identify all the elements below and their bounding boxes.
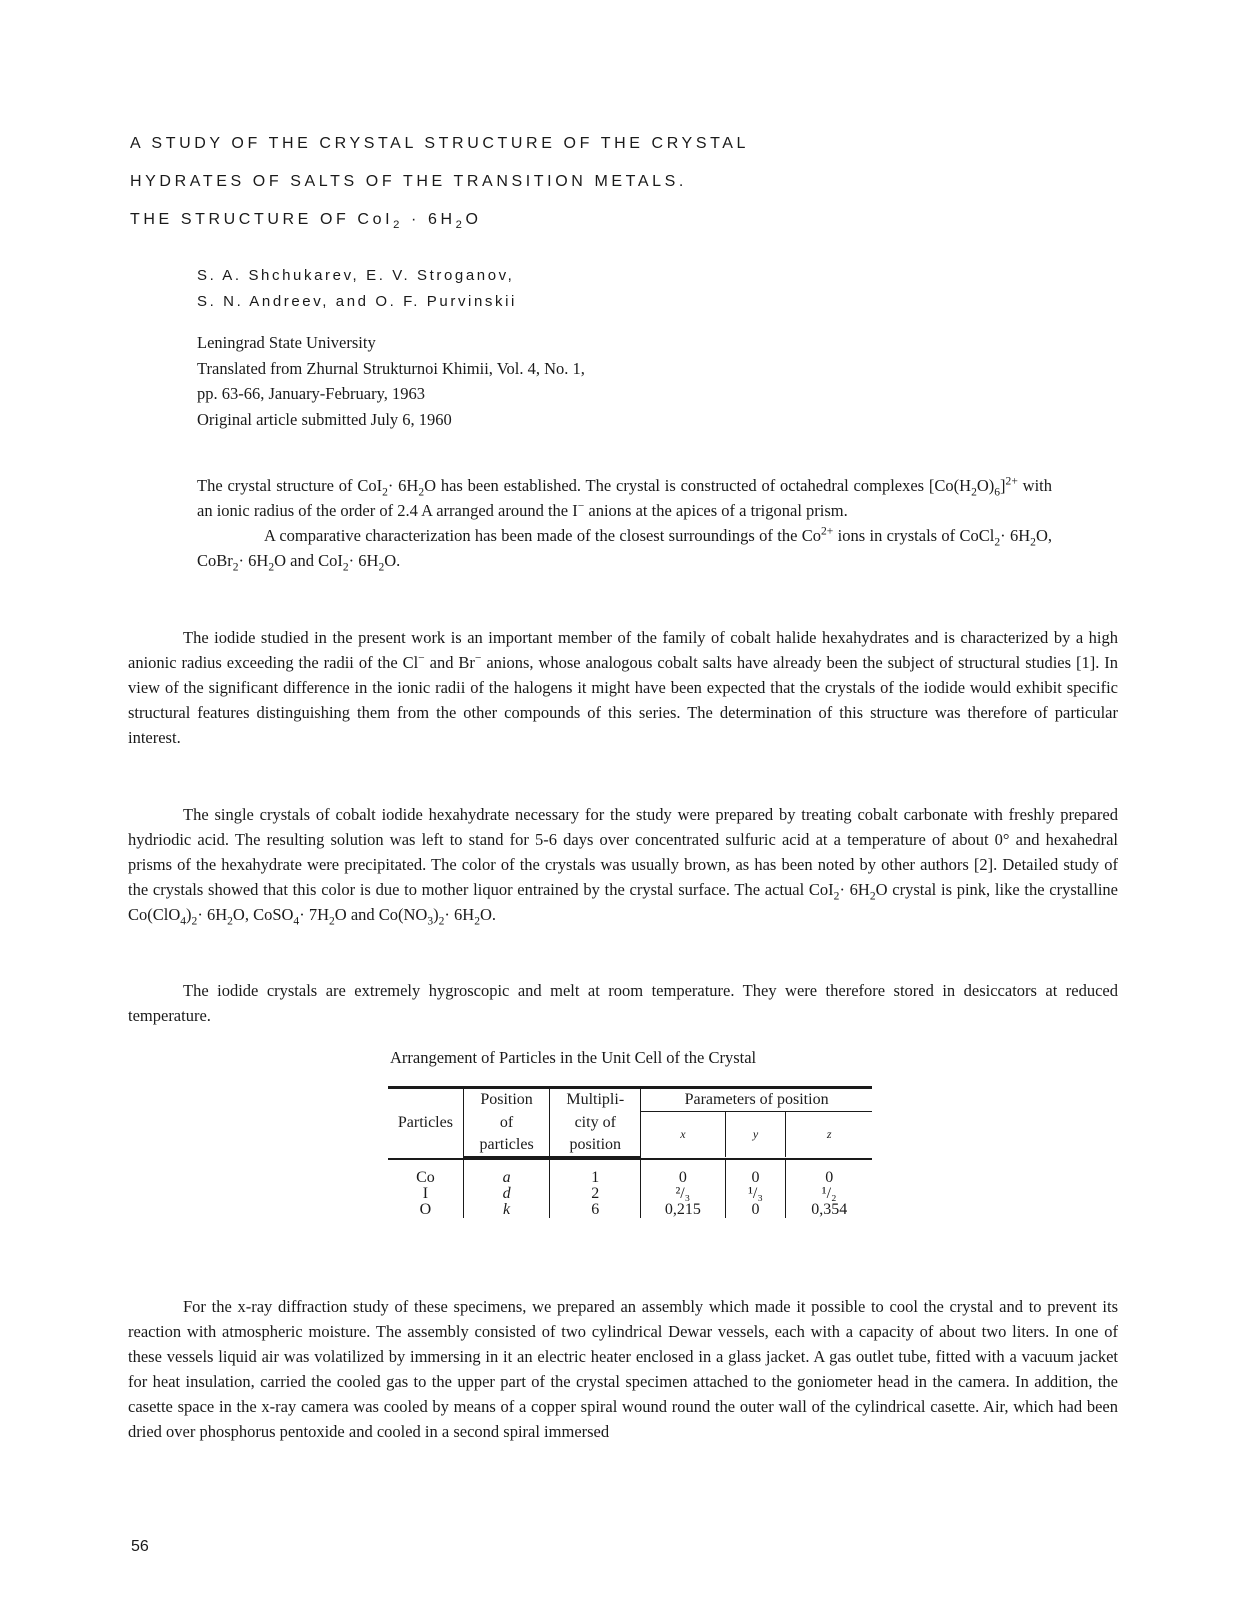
body-paragraph-2: The single crystals of cobalt iodide hexahydrate necessary for the study were prepared by treating cobalt carbonate with freshly prepared hydriodic acid. The resulting solution was left to stand for 5-6 days over concentrated sulfuric acid at a temperature of about 0° and hexahedral prisms of the hexahydrate were precipitated. The color of the crystals was usually brown, as has been noted by other authors [2]. Detailed study of the crystals showed that this color is due to mother liquor entrained by the crystal surface. The actual $CoI_2\cdot 6H_2O$ crystal is pink, like the crystalline $Co(ClO_4)_2\cdot 6H_2O$, CoSO$_4$· $7H_2O$ and $Co(NO_3)_2\cdot 6H_2O$. <box>128 805 1118 928</box>
body-paragraph-1: The iodide studied in the present work is an important member of the family of cobalt halide hexahydrates and is characterized by a high anionic radius exceeding the radii of the Cl− and Br− anions, whose analogous cobalt salts have already been the subject of structural studies [1]. In view of the significant difference in the ionic radii of the halogens it might have been expected that the crystals of the iodide would exhibit specific structural features distinguishing them from the other compounds of this series. The determination of this structure was therefore of particular interest. <box>128 628 1118 747</box>
table-row: O k 6 0,215 0 0,354 <box>388 1202 872 1218</box>
abstract <box>197 473 1052 573</box>
authors-line-1: S. A. Shchukarev, E. V. Stroganov, <box>197 267 515 284</box>
table-row: Co a 1 0 0 0 <box>388 1170 872 1186</box>
header-multiplicity-l2: city of <box>550 1112 641 1134</box>
body-paragraph-4: For the x-ray diffraction study of these specimens, we prepared an assembly which made it possible to cool the crystal and to prevent its reaction with atmospheric moisture. The assembly consisted of two cylindrical Dewar vessels, each with a capacity of about two liters. In one of these vessels liquid air was volatilized by immersing in it an electric heater enclosed in a glass jacket. A gas outlet tube, fitted with a vacuum jacket for heat insulation, carried the cooled gas to the upper part of the crystal specimen attached to the goniometer head in the camera. In addition, the casette space in the x-ray camera was cooled by means of a copper spiral wound round the outer wall of the cylindrical casette. Air, which had been dried over phosphorus pentoxide and cooled in a second spiral immersed <box>128 1297 1118 1441</box>
affiliation <box>197 330 585 432</box>
page-number: 56 <box>131 1538 149 1555</box>
header-y: y <box>752 1127 759 1142</box>
journal-pages: pp. 63-66, January-February, 1963 <box>197 384 426 403</box>
header-particles: Particles <box>397 1113 453 1131</box>
submission-date: Original article submitted July 6, 1960 <box>197 409 452 429</box>
header-position-l3: particles <box>463 1134 550 1157</box>
institution: Leningrad State University <box>197 333 376 352</box>
header-x: x <box>680 1127 686 1142</box>
table-row: I d 2 ²/₃ ¹/₃ ¹/₂ <box>388 1186 872 1202</box>
title-line-1: A STUDY OF THE CRYSTAL STRUCTURE OF THE CRYSTAL <box>130 135 750 152</box>
title-line-3: THE STRUCTURE OF $CoI_2 \cdot 6H_2O$ <box>130 211 482 232</box>
title-line-2: HYDRATES OF SALTS OF THE TRANSITION METALS. <box>130 173 687 190</box>
authors-line-2: S. N. Andreev, and O. F. Purvinskii <box>197 293 517 310</box>
abstract-paragraph: A comparative characterization has been made of the closest surroundings of the $Co^{2+}$ ions in crystals of CoCl$_2$· $6H_2O$, CoBr$_2$· $6H_2O$ and $CoI_2\cdot 6H_2O$. <box>197 525 1052 574</box>
particle-arrangement-table <box>388 1086 872 1218</box>
header-z: z <box>826 1127 832 1142</box>
header-multiplicity: Multipli- <box>550 1088 641 1112</box>
table-caption: Arrangement of Particles in the Unit Cell of the Crystal <box>390 1048 757 1067</box>
abstract-paragraph: The crystal structure of $CoI_2\cdot 6H_2O$ has been established. The crystal is constructed of octahedral complexes $[Co(H_2O)_6]^{2+}$ with an ionic radius of the order of 2.4 A arranged around the I− anions at the apices of a trigonal prism. <box>197 475 1052 520</box>
header-position: Position <box>463 1088 550 1112</box>
translation-note: Translated from Zhurnal Strukturnoi Khimii, Vol. 4, No. 1, <box>197 358 585 378</box>
header-position-l2: of <box>463 1112 550 1134</box>
header-multiplicity-l3: position <box>550 1134 641 1157</box>
header-parameters: Parameters of position <box>641 1088 872 1112</box>
body-paragraph-3: The iodide crystals are extremely hygroscopic and melt at room temperature. They were therefore stored in desiccators at reduced temperature. <box>128 981 1118 1025</box>
